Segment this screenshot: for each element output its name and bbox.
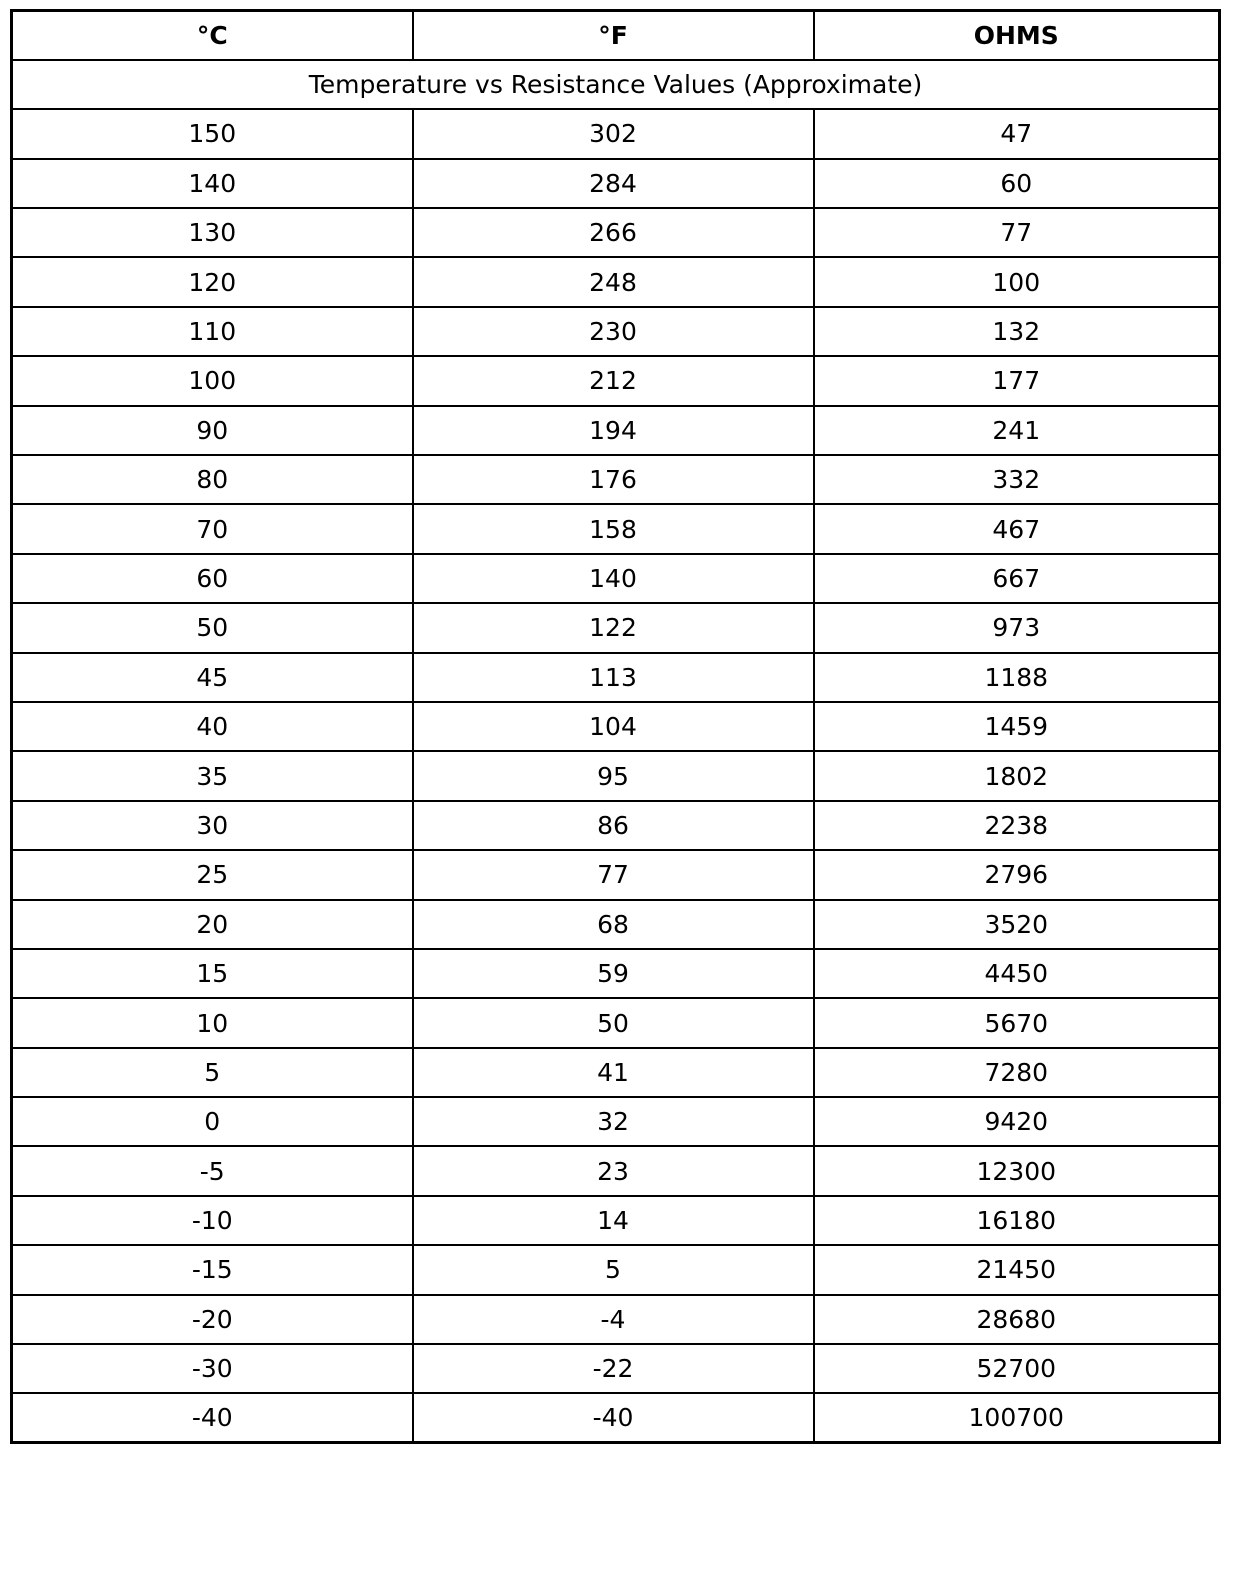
fahrenheit-cell: -22 [413,1344,814,1393]
fahrenheit-cell: 50 [413,998,814,1047]
fahrenheit-cell: 32 [413,1097,814,1146]
fahrenheit-cell: -4 [413,1295,814,1344]
table-row [12,751,1220,800]
celsius-cell: 20 [12,900,413,949]
celsius-cell: 40 [12,702,413,751]
table-row [12,554,1220,603]
table-row [12,850,1220,899]
table-row [12,1344,1220,1393]
fahrenheit-cell: 122 [413,603,814,652]
table-row [12,1146,1220,1195]
fahrenheit-cell: 104 [413,702,814,751]
fahrenheit-cell: 77 [413,850,814,899]
header-fahrenheit: °F [413,11,814,60]
fahrenheit-cell: 266 [413,208,814,257]
header-ohms: OHMS [814,11,1220,60]
ohms-cell: 2796 [814,850,1220,899]
fahrenheit-cell: 41 [413,1048,814,1097]
celsius-cell: 70 [12,504,413,553]
table-row [12,1097,1220,1146]
table-row [12,653,1220,702]
fahrenheit-cell: 194 [413,406,814,455]
ohms-cell: 667 [814,554,1220,603]
ohms-cell: 132 [814,307,1220,356]
celsius-cell: 110 [12,307,413,356]
table-row [12,257,1220,306]
fahrenheit-cell: 23 [413,1146,814,1195]
fahrenheit-cell: 158 [413,504,814,553]
celsius-cell: 50 [12,603,413,652]
ohms-cell: 21450 [814,1245,1220,1294]
table-row [12,208,1220,257]
temperature-resistance-table [10,9,1221,1444]
celsius-cell: 30 [12,801,413,850]
table-row [12,159,1220,208]
ohms-cell: 1459 [814,702,1220,751]
table-row [12,1245,1220,1294]
celsius-cell: 45 [12,653,413,702]
caption-row [12,60,1220,109]
celsius-cell: 5 [12,1048,413,1097]
celsius-cell: 60 [12,554,413,603]
ohms-cell: 1802 [814,751,1220,800]
table-row [12,702,1220,751]
ohms-cell: 973 [814,603,1220,652]
ohms-cell: 3520 [814,900,1220,949]
celsius-cell: 150 [12,109,413,158]
ohms-cell: 5670 [814,998,1220,1047]
fahrenheit-cell: 230 [413,307,814,356]
ohms-cell: 467 [814,504,1220,553]
ohms-cell: 9420 [814,1097,1220,1146]
table-row [12,949,1220,998]
table-row [12,109,1220,158]
celsius-cell: 90 [12,406,413,455]
fahrenheit-cell: 86 [413,801,814,850]
fahrenheit-cell: 59 [413,949,814,998]
table-row [12,1295,1220,1344]
fahrenheit-cell: -40 [413,1393,814,1442]
ohms-cell: 100700 [814,1393,1220,1442]
table-row [12,406,1220,455]
celsius-cell: -40 [12,1393,413,1442]
table-row [12,356,1220,405]
ohms-cell: 77 [814,208,1220,257]
fahrenheit-cell: 284 [413,159,814,208]
celsius-cell: -5 [12,1146,413,1195]
fahrenheit-cell: 113 [413,653,814,702]
celsius-cell: 0 [12,1097,413,1146]
table-row [12,1393,1220,1442]
table-row [12,603,1220,652]
celsius-cell: 130 [12,208,413,257]
ohms-cell: 2238 [814,801,1220,850]
celsius-cell: -20 [12,1295,413,1344]
table-row [12,900,1220,949]
ohms-cell: 100 [814,257,1220,306]
header-row [12,11,1220,60]
table-caption: Temperature vs Resistance Values (Approximate) [12,60,1220,109]
table-row [12,998,1220,1047]
fahrenheit-cell: 212 [413,356,814,405]
celsius-cell: -10 [12,1196,413,1245]
celsius-cell: 100 [12,356,413,405]
ohms-cell: 4450 [814,949,1220,998]
ohms-cell: 177 [814,356,1220,405]
ohms-cell: 60 [814,159,1220,208]
ohms-cell: 7280 [814,1048,1220,1097]
celsius-cell: 10 [12,998,413,1047]
ohms-cell: 28680 [814,1295,1220,1344]
fahrenheit-cell: 302 [413,109,814,158]
celsius-cell: 80 [12,455,413,504]
header-celsius: °C [12,11,413,60]
table-row [12,1196,1220,1245]
celsius-cell: 120 [12,257,413,306]
table-row [12,307,1220,356]
celsius-cell: 15 [12,949,413,998]
ohms-cell: 16180 [814,1196,1220,1245]
celsius-cell: -30 [12,1344,413,1393]
table-row [12,1048,1220,1097]
ohms-cell: 47 [814,109,1220,158]
fahrenheit-cell: 140 [413,554,814,603]
table-row [12,504,1220,553]
ohms-cell: 12300 [814,1146,1220,1195]
fahrenheit-cell: 176 [413,455,814,504]
ohms-cell: 241 [814,406,1220,455]
celsius-cell: 140 [12,159,413,208]
table-row [12,801,1220,850]
fahrenheit-cell: 95 [413,751,814,800]
fahrenheit-cell: 14 [413,1196,814,1245]
celsius-cell: -15 [12,1245,413,1294]
celsius-cell: 25 [12,850,413,899]
fahrenheit-cell: 248 [413,257,814,306]
ohms-cell: 332 [814,455,1220,504]
ohms-cell: 52700 [814,1344,1220,1393]
ohms-cell: 1188 [814,653,1220,702]
fahrenheit-cell: 68 [413,900,814,949]
fahrenheit-cell: 5 [413,1245,814,1294]
table-row [12,455,1220,504]
celsius-cell: 35 [12,751,413,800]
